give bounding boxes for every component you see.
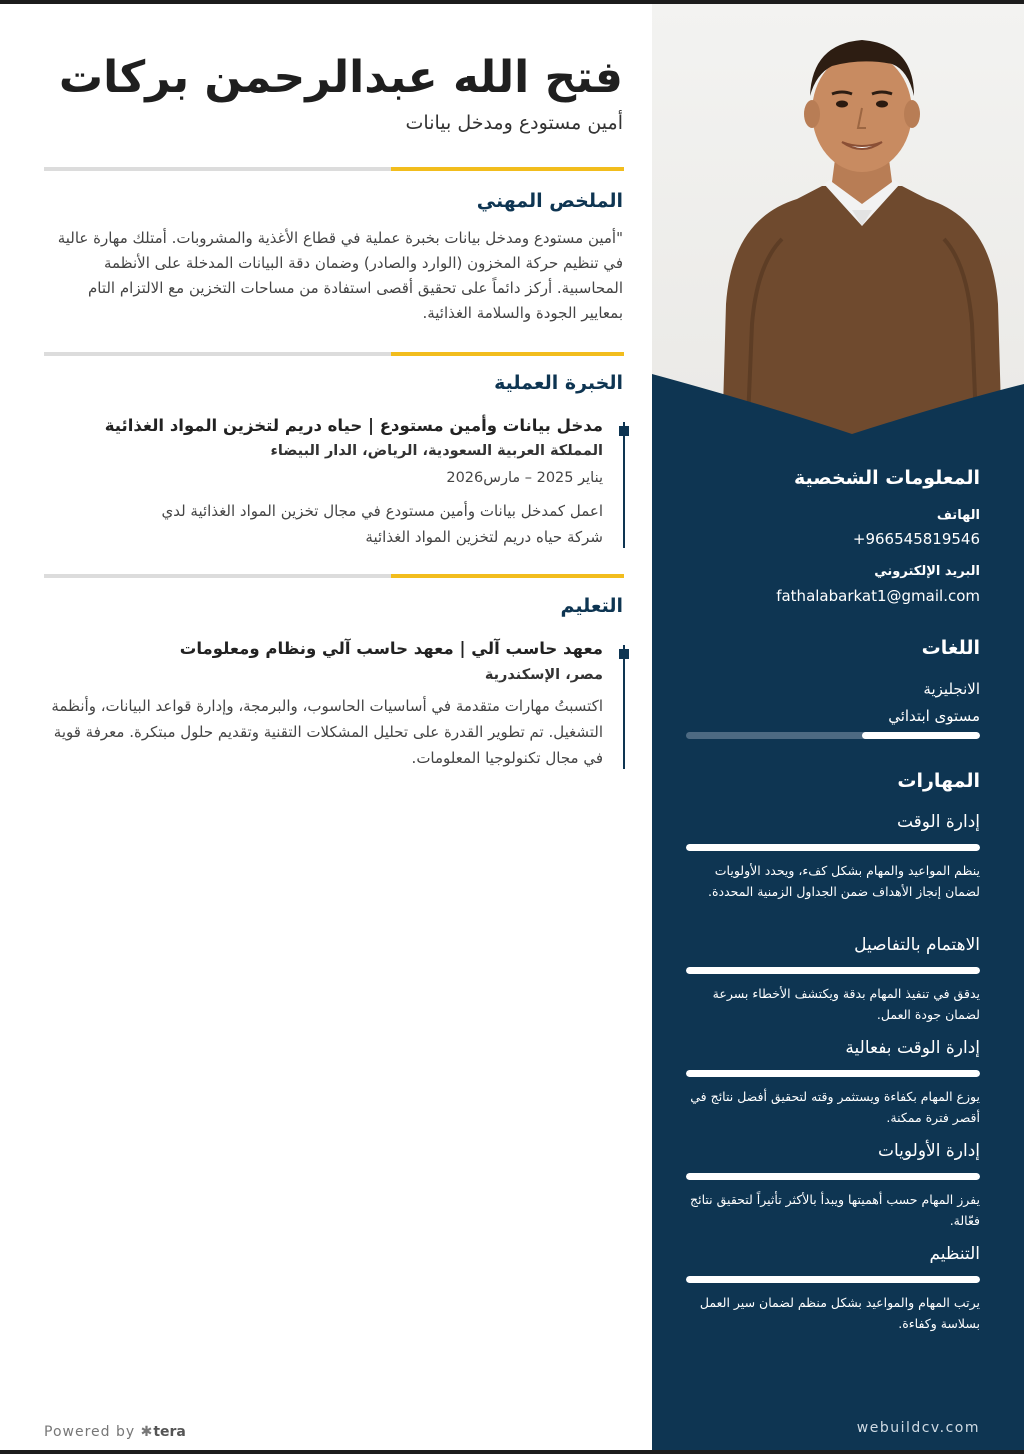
language-proficiency-fill bbox=[862, 732, 980, 739]
education-description: اكتسبتُ مهارات متقدمة في أساسيات الحاسوب، والبرمجة، وإدارة قواعد البيانات، وأنظمة التشغيل. تم تطوير القدرة على تحليل المشكلات التقنية وتقديم حلول مبتكرة. معرفة قوية في مجال تكنولوجيا المعلومات. bbox=[51, 697, 603, 767]
skill-name: الاهتمام بالتفاصيل bbox=[854, 935, 980, 955]
education-institution: معهد حاسب آلي | معهد حاسب آلي ونظام ومعلومات bbox=[179, 639, 603, 658]
skill-description: ينظم المواعيد والمهام بشكل كفء، ويحدد الأولويات لضمان إنجاز الأهداف ضمن الجداول الزمنية المحددة. bbox=[708, 863, 980, 899]
powered-by-label: Powered by bbox=[44, 1424, 136, 1440]
language-level: مستوى ابتدائي bbox=[888, 707, 980, 725]
skill-level-bar bbox=[686, 1276, 980, 1283]
experience-position: مدخل بيانات وأمين مستودع | حياه دريم لتخزين المواد الغذائية bbox=[104, 416, 603, 435]
skill-description: يدقق في تنفيذ المهام بدقة ويكتشف الأخطاء بسرعة لضمان جودة العمل. bbox=[712, 986, 980, 1022]
skill-level-bar bbox=[686, 1070, 980, 1077]
summary-heading: الملخص المهني bbox=[476, 190, 623, 212]
skill-level-bar bbox=[686, 844, 980, 851]
sidebar-wave-shape bbox=[652, 364, 1024, 446]
education-heading: التعليم bbox=[560, 595, 623, 617]
skill-description: يوزع المهام بكفاءة ويستثمر وقته لتحقيق أفضل نتائج في أقصر فترة ممكنة. bbox=[690, 1089, 980, 1125]
skill-level-fill bbox=[686, 1276, 980, 1283]
powered-by bbox=[44, 1424, 186, 1440]
experience-entry bbox=[58, 416, 625, 548]
personal-info-heading: المعلومات الشخصية bbox=[793, 467, 980, 489]
sidebar bbox=[652, 4, 1024, 1450]
language-proficiency-bar bbox=[686, 732, 980, 739]
languages-heading: اللغات bbox=[921, 637, 980, 659]
summary-text: "أمين مستودع ومدخل بيانات بخبرة عملية في قطاع الأغذية والمشروبات. أمتلك مهارة عالية في تنظيم حركة المخزون (الوارد والصادر) وضمان دقة البيانات المدخلة على الأنظمة المحاسبية. أركز دائماً على تحقيق أقصى استفادة من مساحات التخزين مع الالتزام التام بمعايير الجودة والسلامة الغذائية. bbox=[57, 229, 623, 322]
timeline-marker bbox=[619, 426, 629, 436]
skills-heading: المهارات bbox=[897, 770, 980, 792]
tera-logo-icon: ✱ bbox=[140, 1424, 154, 1440]
skill-description: يفرز المهام حسب أهميتها ويبدأ بالأكثر تأثيراً لتحقيق نتائج فعّالة. bbox=[690, 1192, 980, 1228]
language-name: الانجليزية bbox=[923, 680, 980, 698]
skill-level-fill bbox=[686, 1070, 980, 1077]
phone-label: الهاتف bbox=[936, 508, 980, 523]
divider-accent bbox=[391, 352, 624, 356]
experience-dates: يناير 2025 – مارس2026 bbox=[446, 470, 603, 486]
divider-accent bbox=[391, 167, 624, 171]
timeline-marker bbox=[619, 649, 629, 659]
skill-description: يرتب المهام والمواعيد بشكل منظم لضمان سير العمل بسلاسة وكفاءة. bbox=[699, 1295, 980, 1331]
skill-level-fill bbox=[686, 844, 980, 851]
education-entry bbox=[51, 639, 625, 769]
email-value: fathalabarkat1@gmail.com bbox=[776, 587, 980, 605]
skill-name: إدارة الوقت بفعالية bbox=[845, 1038, 980, 1058]
section-divider bbox=[44, 574, 624, 578]
experience-heading: الخبرة العملية bbox=[494, 372, 623, 394]
skill-level-fill bbox=[686, 967, 980, 974]
section-divider bbox=[44, 352, 624, 356]
section-divider bbox=[44, 167, 624, 171]
experience-description: اعمل كمدخل بيانات وأمين مستودع في مجال تخزين المواد الغذائية لدي شركة حياه دريم لتخزين المواد الغذائية bbox=[161, 502, 603, 546]
phone-value: +966545819546 bbox=[852, 530, 980, 548]
main-column bbox=[40, 4, 625, 1450]
skill-name: إدارة الوقت bbox=[896, 812, 980, 832]
skill-level-bar bbox=[686, 1173, 980, 1180]
education-location: مصر، الإسكندرية bbox=[484, 667, 603, 683]
email-label: البريد الإلكتروني bbox=[874, 564, 980, 579]
bottom-border bbox=[0, 1450, 1024, 1454]
skill-level-bar bbox=[686, 967, 980, 974]
candidate-name: فتح الله عبدالرحمن بركات bbox=[58, 52, 623, 103]
job-title: أمين مستودع ومدخل بيانات bbox=[405, 112, 623, 134]
experience-location: المملكة العربية السعودية، الرياض، الدار البيضاء bbox=[270, 443, 603, 459]
divider-accent bbox=[391, 574, 624, 578]
skill-name: التنظيم bbox=[929, 1244, 980, 1264]
website-credit: webuildcv.com bbox=[856, 1420, 980, 1436]
skill-level-fill bbox=[686, 1173, 980, 1180]
tera-brand: tera bbox=[153, 1424, 186, 1440]
skill-name: إدارة الأولويات bbox=[877, 1141, 980, 1161]
